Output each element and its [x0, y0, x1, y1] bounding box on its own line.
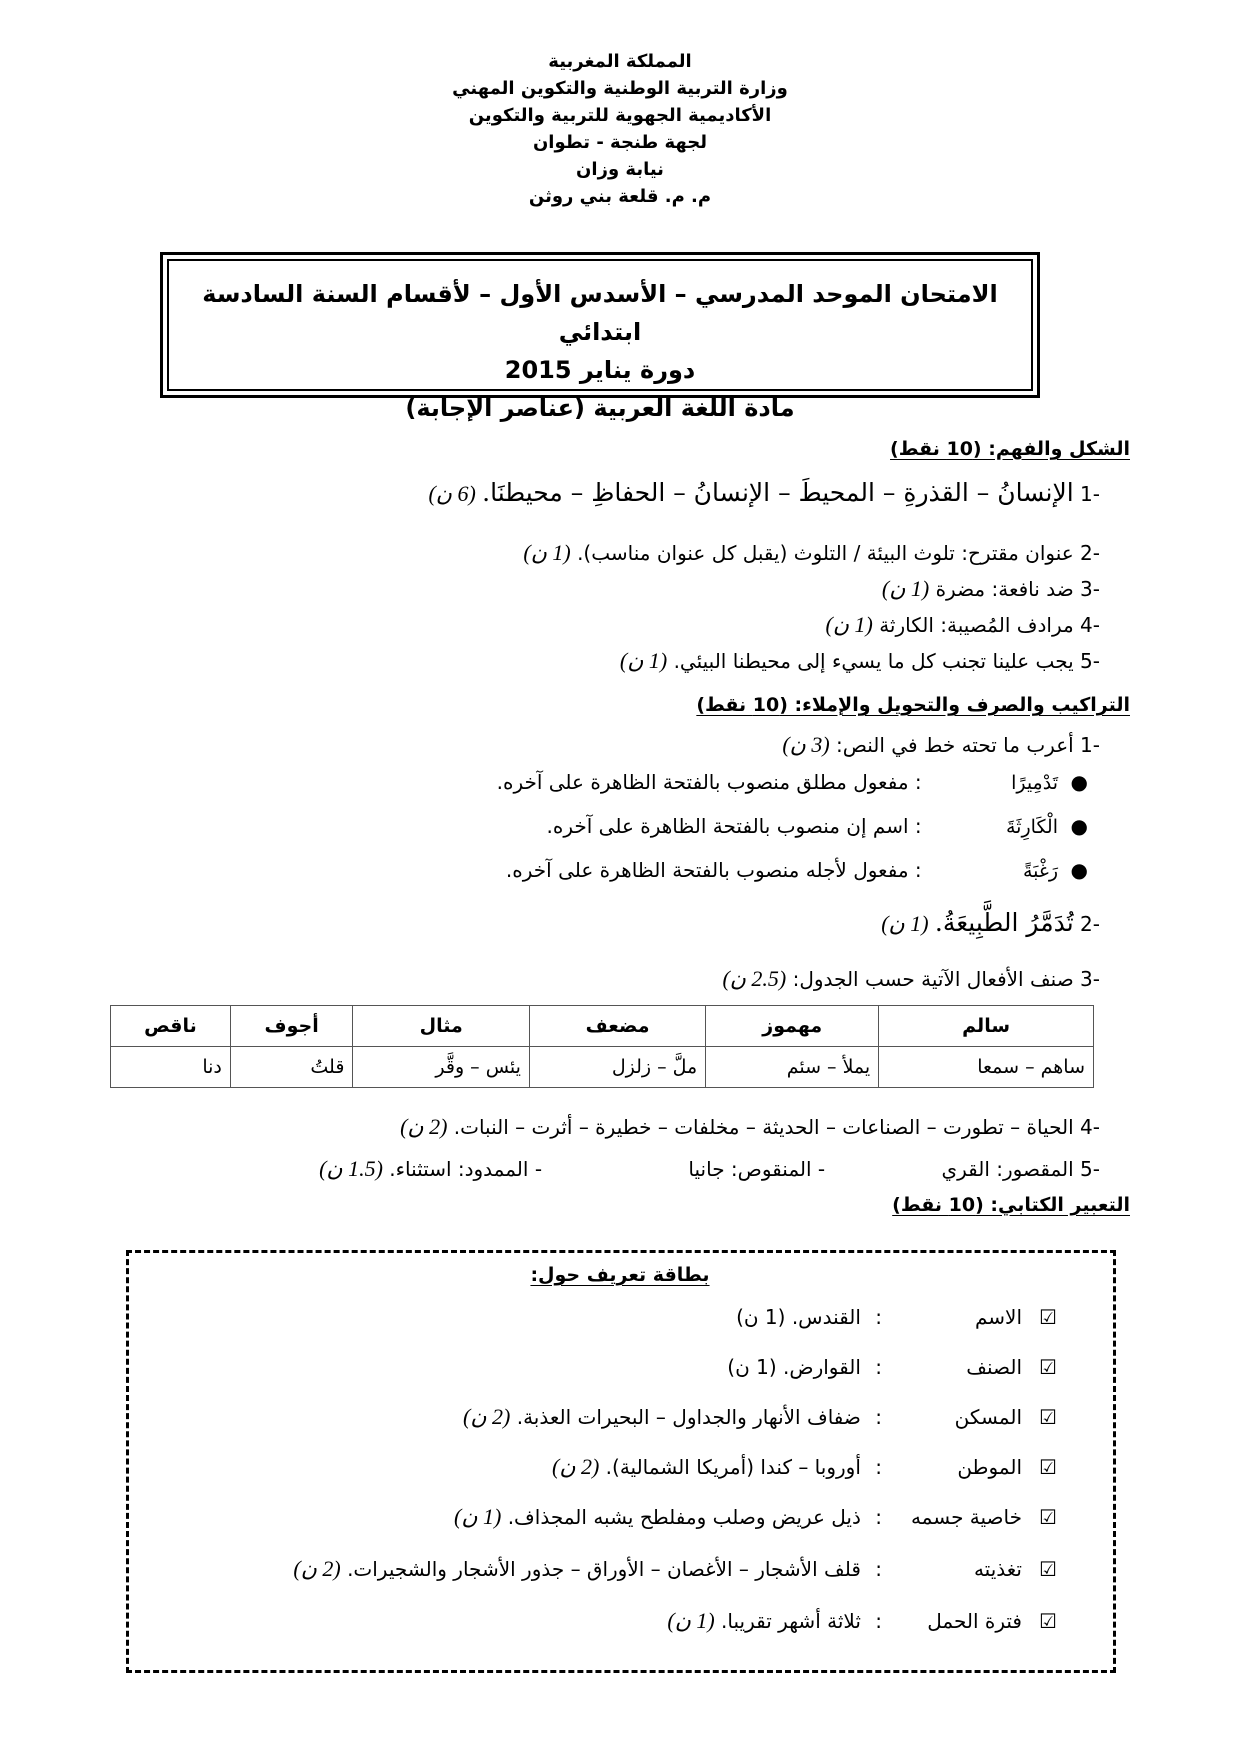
item-text: الحياة – تطورت – الصناعات – الحديثة – مخلفات – خطيرة – أثرت – النبات. [453, 1115, 1074, 1139]
item-score: (3 ن) [782, 732, 830, 757]
parsing-item [505, 858, 1088, 882]
card-row: ☑الصنف: القوارض. (1 ن) [727, 1354, 1060, 1380]
table-cell: دنا [111, 1047, 231, 1088]
item-score: (1 ن) [881, 911, 929, 936]
item-text: عنوان مقترح: تلوث البيئة / التلوث (يقبل كل عنوان مناسب). [577, 541, 1074, 565]
item-number: -5 [1080, 649, 1100, 673]
section-heading-writing: التعبير الكتابي: (10 نقط) [892, 1194, 1130, 1216]
checkbox-checked-icon: ☑ [1039, 1557, 1057, 1581]
item-text: أعرب ما تحته خط في النص: [836, 733, 1074, 757]
checkbox-checked-icon: ☑ [1039, 1609, 1057, 1633]
table-header: سالم [879, 1006, 1094, 1047]
item-number: -3 [1080, 967, 1100, 991]
item-text: صنف الأفعال الآتية حسب الجدول: [792, 967, 1074, 991]
card-value: القندس. (1 ن) [736, 1305, 861, 1329]
exam-session: دورة يناير 2015 [504, 356, 696, 384]
item-text: الإنسانُ – القذرةِ – المحيطَ – الإنسانُ – الحفاظِ – محيطنَا. [482, 478, 1074, 507]
parsing-item [496, 770, 1088, 794]
header-line: الأكاديمية الجهوية للتربية والتكوين [468, 105, 772, 126]
parsed-word: رَغْبَةً [1022, 860, 1058, 882]
answer-line [428, 478, 1100, 507]
table-header: مثال [353, 1006, 530, 1047]
answer-line [620, 648, 1100, 674]
card-label: خاصية جسمه [910, 1505, 1022, 1529]
item-text-mamdud: - الممدود: استثناء. [389, 1157, 543, 1181]
card-title: بطاقة تعريف حول: [530, 1264, 710, 1286]
item-number: -1 [1080, 733, 1100, 757]
card-label: الاسم [974, 1305, 1022, 1329]
header-line: وزارة التربية الوطنية والتكوين المهني [452, 78, 788, 99]
table-cell: ملَّ – زلزل [529, 1047, 705, 1088]
item-score: (1 ن) [619, 648, 668, 673]
parsing-answer: : مفعول مطلق منصوب بالفتحة الظاهرة على آخره. [496, 770, 922, 794]
card-label: المسكن [954, 1405, 1022, 1429]
table-row [111, 1047, 1094, 1088]
checkbox-checked-icon: ☑ [1039, 1305, 1057, 1329]
verb-classification-table [110, 1005, 1094, 1088]
header-line: م. م. قلعة بني روثن [528, 186, 712, 207]
checkbox-checked-icon: ☑ [1039, 1505, 1057, 1529]
card-score: (2 ن) [552, 1454, 600, 1479]
table-header-row [111, 1006, 1094, 1047]
header-line: لجهة طنجة - تطوان [532, 132, 708, 153]
school-header [0, 48, 1240, 210]
card-score: (2 ن) [463, 1404, 511, 1429]
table-cell: يئس – وقَّر [353, 1047, 530, 1088]
checkbox-checked-icon: ☑ [1039, 1455, 1057, 1479]
item-number: -2 [1080, 541, 1100, 565]
parsed-word: تَدْمِيرًا [1011, 772, 1058, 794]
bullet-icon: ● [1070, 814, 1088, 838]
checkbox-checked-icon: ☑ [1039, 1355, 1057, 1379]
item-number: -3 [1080, 577, 1100, 601]
card-label: الصنف [966, 1355, 1022, 1379]
section-heading-comprehension: الشكل والفهم: (10 نقط) [890, 438, 1130, 460]
table-cell: يملأ – سئم [706, 1047, 879, 1088]
item-text-maqsur: المقصور: القري [941, 1157, 1074, 1181]
table-header: أجوف [230, 1006, 353, 1047]
item-score: (1 ن) [881, 576, 930, 601]
answer-line [826, 612, 1100, 638]
exam-subject: مادة اللغة العربية (عناصر الإجابة) [405, 394, 795, 422]
card-value: ضفاف الأنهار والجداول – البحيرات العذبة. [516, 1405, 861, 1429]
section-heading-grammar: التراكيب والصرف والتحويل والإملاء: (10 نقط) [696, 694, 1130, 716]
card-score: (1 ن) [667, 1608, 715, 1633]
answer-line [400, 1114, 1100, 1140]
card-row: ☑الاسم: القندس. (1 ن) [736, 1304, 1060, 1330]
answer-line [881, 908, 1100, 937]
item-score: (2.5 ن) [722, 966, 787, 991]
card-value: ذيل عريض وصلب ومفلطح يشبه المجذاف. [507, 1505, 861, 1529]
answer-line [523, 540, 1100, 566]
table-cell: ساهم – سمعا [879, 1047, 1094, 1088]
item-number: -4 [1080, 1115, 1100, 1139]
item-number: -2 [1080, 912, 1100, 936]
item-text: ضد نافعة: مضرة [935, 577, 1074, 601]
answer-line [319, 1156, 1100, 1182]
bullet-icon: ● [1070, 770, 1088, 794]
table-header: ناقص [111, 1006, 231, 1047]
item-score: (1.5 ن) [319, 1156, 383, 1181]
header-line: نيابة وزان [576, 159, 664, 180]
answer-line [722, 966, 1100, 992]
card-label: تغذيته [973, 1557, 1022, 1581]
header-line: المملكة المغربية [548, 51, 692, 72]
answer-line [882, 576, 1100, 602]
card-row: ☑فترة الحمل: ثلاثة أشهر تقريبا. (1 ن) [667, 1608, 1060, 1634]
item-text: يجب علينا تجنب كل ما يسيء إلى محيطنا البيئي. [673, 649, 1074, 673]
parsed-word: الْكَارِثَةَ [1006, 816, 1058, 838]
item-number: -5 [1080, 1157, 1100, 1181]
item-text: تُدَمَّرُ الطَّبِيعَةُ. [934, 908, 1074, 937]
card-label: الموطن [957, 1455, 1022, 1479]
item-score: (1 ن) [523, 540, 571, 565]
item-score: (6 ن) [428, 481, 476, 506]
exam-title: الامتحان الموحد المدرسي – الأسدس الأول – لأقسام السنة السادسة ابتدائي [202, 280, 998, 346]
parsing-answer: : اسم إن منصوب بالفتحة الظاهرة على آخره. [546, 814, 922, 838]
parsing-answer: : مفعول لأجله منصوب بالفتحة الظاهرة على آخره. [505, 858, 922, 882]
item-score: (2 ن) [400, 1114, 448, 1139]
card-row: ☑خاصية جسمه: ذيل عريض وصلب ومفلطح يشبه المجذاف. (1 ن) [454, 1504, 1060, 1530]
item-number: -4 [1080, 613, 1100, 637]
card-row: ☑تغذيته: قلف الأشجار – الأغصان – الأوراق – جذور الأشجار والشجيرات. (2 ن) [293, 1556, 1060, 1582]
parsing-item [546, 814, 1088, 838]
card-value: ثلاثة أشهر تقريبا. [721, 1609, 861, 1633]
item-number: -1 [1080, 482, 1100, 506]
exam-title-box [160, 252, 1040, 422]
card-row: ☑المسكن: ضفاف الأنهار والجداول – البحيرات العذبة. (2 ن) [463, 1404, 1060, 1430]
table-header: مضعف [529, 1006, 705, 1047]
item-text: مرادف المُصيبة: الكارثة [879, 613, 1074, 637]
card-label: فترة الحمل [927, 1609, 1022, 1633]
bullet-icon: ● [1070, 858, 1088, 882]
card-value: قلف الأشجار – الأغصان – الأوراق – جذور الأشجار والشجيرات. [347, 1557, 861, 1581]
checkbox-checked-icon: ☑ [1039, 1405, 1057, 1429]
table-header: مهموز [706, 1006, 879, 1047]
table-cell: قلتُ [230, 1047, 353, 1088]
card-value: أوروبا – كندا (أمريكا الشمالية). [605, 1455, 861, 1479]
card-row: ☑الموطن: أوروبا – كندا (أمريكا الشمالية). (2 ن) [552, 1454, 1060, 1480]
answer-line [782, 732, 1100, 758]
card-score: (2 ن) [293, 1556, 341, 1581]
item-score: (1 ن) [825, 612, 873, 637]
card-value: القوارض. (1 ن) [727, 1355, 861, 1379]
card-score: (1 ن) [454, 1504, 502, 1529]
item-text-manqus: - المنقوص: جانيا [688, 1157, 826, 1181]
